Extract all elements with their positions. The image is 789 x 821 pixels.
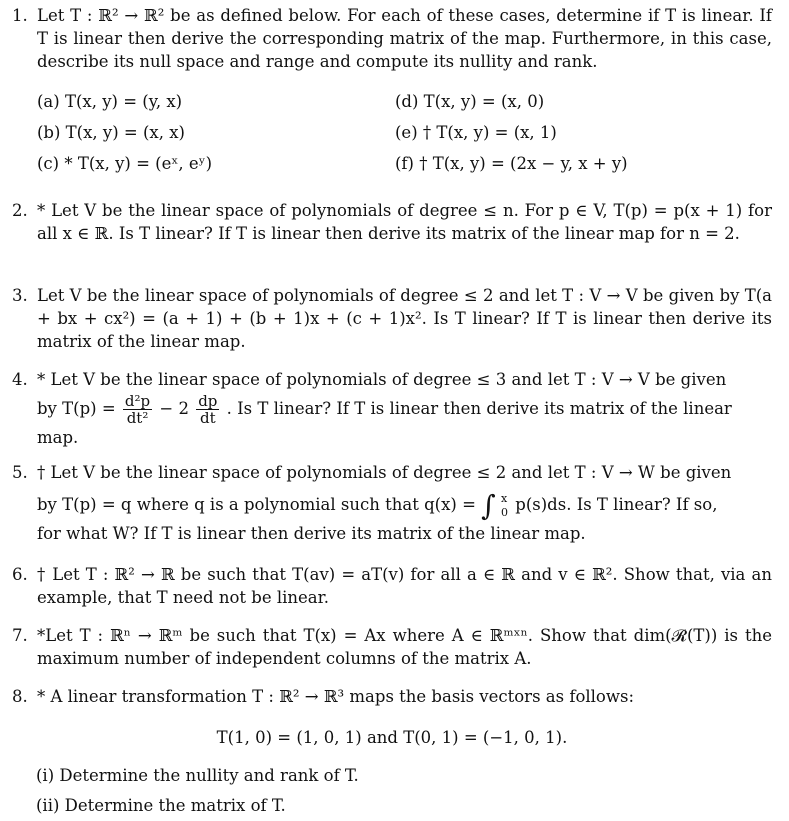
minus-term: − 2 [159, 399, 189, 418]
problem-text: Let T : ℝ² → ℝ² be as defined below. For each of these cases, determine if T is linear. If T is linear then derive the corresponding matrix of the map. Furthermore, in this case, describe its null space and range and compute its nullity and rank. [37, 6, 772, 71]
problem-7 [12, 624, 772, 670]
problem-text: * Let V be the linear space of polynomials of degree ≤ n. For p ∈ V, T(p) = p(x + 1) for all x ∈ ℝ. Is T linear? If T is linear then derive its matrix of the linear map for n = 2. [37, 201, 772, 243]
problem-text [37, 461, 772, 545]
second-derivative-fraction [123, 393, 152, 426]
cases-right [395, 90, 628, 183]
line-2 [37, 488, 772, 522]
text-b: by T(p) = q where q is a polynomial such that q(x) = [37, 495, 476, 514]
lower-limit: 0 [501, 505, 509, 519]
problem-5 [12, 461, 772, 545]
problem-8-part-i: (i) Determine the nullity and rank of T. [36, 766, 359, 785]
frac-numerator: dp [198, 392, 218, 410]
case-d: (d) T(x, y) = (x, 0) [395, 92, 545, 111]
integral-sign: ∫ [481, 488, 496, 522]
problem-3 [12, 284, 772, 353]
problem-number: 4. [12, 370, 28, 389]
problem-number: 1. [12, 6, 28, 25]
text-c: p(s)ds. Is T linear? If so, [515, 495, 718, 514]
problem-number: 3. [12, 286, 28, 305]
cases-left [37, 90, 212, 183]
frac-denominator: dt [199, 409, 216, 427]
problem-8-part-ii: (ii) Determine the matrix of T. [36, 796, 286, 815]
first-derivative-fraction [196, 393, 219, 426]
problem-6 [12, 563, 772, 609]
case-f: (f) † T(x, y) = (2x − y, x + y) [395, 154, 628, 173]
frac-numerator: d²p [124, 392, 151, 410]
integral-limits [501, 492, 508, 520]
frac-denominator: dt² [126, 409, 149, 427]
problem-8-display-equation: T(1, 0) = (1, 0, 1) and T(0, 1) = (−1, 0, 1). [216, 728, 568, 747]
line-1: * Let V be the linear space of polynomials of degree ≤ 3 and let T : V → V be given [37, 370, 727, 389]
problem-1 [12, 4, 772, 73]
case-b: (b) T(x, y) = (x, x) [37, 123, 185, 142]
text-c: . Is T linear? If T is linear then derive its matrix of the linear [226, 399, 732, 418]
line-3: map. [37, 428, 79, 447]
problem-4 [12, 368, 772, 449]
problem-2 [12, 199, 772, 245]
line-3: for what W? If T is linear then derive its matrix of the linear map. [37, 524, 586, 543]
problem-number: 6. [12, 565, 28, 584]
problem-number: 5. [12, 463, 28, 482]
line-1: † Let V be the linear space of polynomials of degree ≤ 2 and let T : V → W be given [37, 463, 732, 482]
problem-text: *Let T : ℝⁿ → ℝᵐ be such that T(x) = Ax where A ∈ ℝᵐˣⁿ. Show that dim(𝓡(T)) is the maximum number of independent columns of the matrix A. [37, 626, 772, 668]
problem-text: Let V be the linear space of polynomials of degree ≤ 2 and let T : V → V be given by T(a + bx + cx²) = (a + 1) + (b + 1)x + (c + 1)x². Is T linear? If T is linear then derive its matrix of the linear map. [37, 286, 772, 351]
problem-number: 8. [12, 687, 28, 706]
case-e: (e) † T(x, y) = (x, 1) [395, 123, 557, 142]
upper-limit: x [501, 491, 508, 505]
case-a: (a) T(x, y) = (y, x) [37, 92, 183, 111]
text-b: by T(p) = [37, 399, 116, 418]
problem-text: * A linear transformation T : ℝ² → ℝ³ maps the basis vectors as follows: [37, 687, 635, 706]
line-2 [37, 393, 772, 426]
case-c: (c) * T(x, y) = (eˣ, eʸ) [37, 154, 213, 173]
problem-number: 7. [12, 626, 28, 645]
problem-8 [12, 685, 772, 708]
problem-text: † Let T : ℝ² → ℝ be such that T(av) = aT(v) for all a ∈ ℝ and v ∈ ℝ². Show that, via an example, that T need not be linear. [37, 565, 772, 607]
problem-text [37, 368, 772, 449]
problem-number: 2. [12, 201, 28, 220]
